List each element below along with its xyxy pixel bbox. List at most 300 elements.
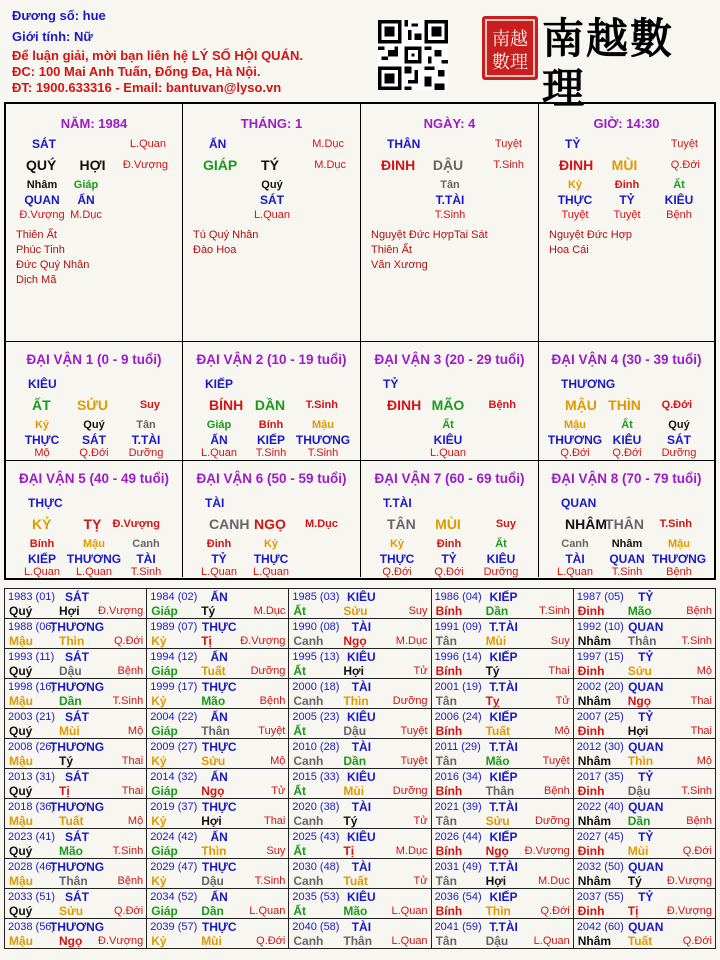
year-stem: Canh [293,694,324,708]
hidden-stem: Tân [440,179,460,191]
year-ten-god: T.TÀI [489,860,518,874]
year-state: Dưỡng [392,695,428,707]
year-state: Mộ [554,725,570,737]
year-label: 2030 (48) [292,861,340,873]
year-ten-god: ẤN [210,890,228,904]
year-state: Mộ [696,755,712,767]
year-branch: Sửu [485,814,510,828]
year-label: 2014 (32) [150,771,198,783]
dai-van-hidden-stem: Canh [561,538,589,550]
year-entry [574,739,715,768]
year-entry [574,589,715,618]
dai-van-hidden-state: Bệnh [666,566,692,578]
year-ten-god: SÁT [65,650,89,664]
year-ten-god: TỶ [638,830,654,844]
year-entry [574,679,715,708]
year-state: Thai [263,815,286,827]
pillar-1 [6,104,183,342]
branch-state: T.Sinh [493,159,524,171]
dai-van-hidden-god: THỰC [253,552,289,566]
star-item: Tú Quý Nhân [193,229,259,241]
year-entry [432,709,573,738]
year-branch: Sửu [59,904,84,918]
year-entry [432,919,573,948]
year-label: 1988 (06) [8,621,56,633]
year-cell [431,649,573,679]
year-ten-god: KIẾP [489,830,518,844]
branch-state: Q.Đới [670,159,700,171]
dai-van-hidden-god: TÀI [136,552,156,566]
pillar-title: GIỜ: 14:30 [593,116,660,131]
year-stem: Mậu [9,934,33,948]
star-list [549,228,632,258]
year-entry [147,919,288,948]
hidden-ten-god: T.TÀI [435,193,465,207]
year-row [5,739,716,769]
year-state: Thai [690,695,712,707]
dai-van-1 [6,342,183,461]
year-cell [5,829,147,859]
year-label: 1984 (02) [150,591,198,603]
star-item: Thiên Ất [16,229,57,241]
year-entry [5,799,146,828]
year-entry [574,649,715,678]
year-label: 2018 (36) [8,801,56,813]
year-stem: Ất [293,844,307,858]
heavenly-stem: ĐINH [381,157,416,173]
year-entry [289,889,430,918]
year-stem: Nhâm [577,754,612,768]
dai-van-hidden-god: SÁT [82,433,106,447]
year-state: Thai [121,755,144,767]
year-branch: Dậu [343,724,367,738]
dai-van-hidden-state: T.Sinh [307,447,339,459]
year-entry [147,709,288,738]
year-cell [289,679,431,709]
year-entry [5,829,146,858]
dai-van-ten-god: TỶ [383,377,399,391]
year-cell [147,649,289,679]
year-ten-god: THỰC [201,860,237,874]
year-state: Dưỡng [392,785,428,797]
earthly-branch: TÝ [261,157,279,173]
year-label: 1994 (12) [150,651,198,663]
dai-van-state: T.Sinh [659,518,692,530]
year-row [5,799,716,829]
year-ten-god: THỰC [201,680,237,694]
dai-van-hidden-god: THỰC [379,552,415,566]
hidden-stem: Ất [673,179,685,191]
dai-van-ten-god: KIÊU [28,377,57,391]
dai-van-hidden-stem: Bính [258,419,284,431]
year-entry [289,739,430,768]
year-label: 1990 (08) [292,621,340,633]
year-entry [147,649,288,678]
year-cell [573,739,715,769]
year-entry [289,799,430,828]
year-state: Thai [121,785,144,797]
hidden-state: L.Quan [253,209,291,221]
year-cell [5,649,147,679]
year-cell [5,709,147,739]
year-row [5,709,716,739]
year-state: Tử [555,695,570,707]
year-label: 2039 (57) [150,921,198,933]
year-branch: Tị [627,904,639,918]
year-entry [289,679,430,708]
year-ten-god: ẤN [210,710,228,724]
dai-van-hidden-god: TÀI [565,552,585,566]
year-entry [289,649,430,678]
year-stem: Quý [9,724,33,738]
dai-van-4 [539,342,714,461]
svg-text:南越: 南越 [492,29,528,50]
dai-van-hidden-state: Mộ [34,447,50,459]
year-branch: Ngọ [201,784,225,798]
year-ten-god: QUAN [628,800,664,814]
year-label: 2023 (41) [8,831,56,843]
year-cell [289,589,431,619]
year-cell [147,769,289,799]
year-cell [573,829,715,859]
year-branch: Mão [59,844,83,858]
year-ten-god: KIÊU [347,890,376,904]
pillar-4 [539,104,714,342]
gender: Giới tính: Nữ [12,29,93,44]
year-entry [147,889,288,918]
year-stem: Kỷ [151,634,167,648]
star-item: Đức Quý Nhân [16,259,90,271]
year-cell [289,859,431,889]
year-cell [573,619,715,649]
dai-van-2 [183,342,361,461]
year-stem: Đinh [577,664,605,678]
svg-text:數理: 數理 [492,52,528,73]
dai-van-hidden-stem: Kỷ [389,538,405,550]
dai-van-hidden-state: Dưỡng [483,566,519,578]
hidden-stem: Kỷ [567,179,583,191]
dai-van-hidden-state: L.Quan [556,566,594,578]
pillar-title: NGÀY: 4 [423,116,476,131]
year-label: 1991 (09) [434,621,482,633]
year-cell [431,769,573,799]
year-stem: Mậu [9,754,33,768]
year-label: 2041 (59) [434,921,482,933]
dai-van-title: ĐẠI VẬN 3 (20 - 29 tuổi) [374,352,525,367]
year-entry [147,829,288,858]
year-stem: Kỷ [151,694,167,708]
dai-van-branch: THÂN [605,516,644,532]
year-cell [147,919,289,949]
year-ten-god: T.TÀI [489,920,518,934]
year-state: Mộ [127,725,144,737]
year-branch: Tị [201,634,212,648]
year-entry [289,859,430,888]
year-ten-god: T.TÀI [489,620,518,634]
year-cell [5,679,147,709]
year-entry [5,919,146,948]
ten-god-stem: ẤN [209,137,227,151]
dai-van-hidden-god: THƯƠNG [547,433,603,447]
year-label: 2029 (47) [150,861,198,873]
heavenly-stem: GIÁP [203,157,238,173]
year-ten-god: THỰC [201,800,237,814]
star-item: Thiên Ất [371,244,412,256]
star-list [193,228,258,258]
year-state: Tử [271,785,286,797]
dai-van-hidden-stem: Quý [83,419,105,431]
star-list [371,228,488,273]
star-item: Văn Xương [371,259,428,271]
heavenly-stem: QUÝ [26,157,57,173]
qr-code-icon[interactable] [378,20,448,90]
year-branch: Tị [59,784,70,798]
year-entry [5,589,146,618]
year-label: 1992 (10) [576,621,624,633]
year-ten-god: TỶ [638,710,654,724]
year-branch: Tý [627,874,642,888]
dai-van-hidden-god: TỶ [441,552,457,566]
dai-van-state: Suy [495,518,516,530]
dai-van-title: ĐẠI VẬN 6 (50 - 59 tuổi) [196,471,347,486]
year-stem: Ất [293,784,307,798]
year-row [5,769,716,799]
dai-van-hidden-god: THƯƠNG [295,433,351,447]
dai-van-title: ĐẠI VẬN 4 (30 - 39 tuổi) [551,352,702,367]
year-label: 2017 (35) [576,771,624,783]
red-seal-stamp [480,14,540,82]
year-state: Tuyệt [400,725,428,737]
year-ten-god: KIẾP [489,890,518,904]
dai-van-hidden-state: Q.Đới [560,447,590,459]
dai-van-state: Đ.Vượng [112,518,160,530]
dai-van-hidden-stem: Bính [29,538,55,550]
year-cell [147,589,289,619]
year-cell [5,589,147,619]
year-ten-god: TỶ [638,890,654,904]
year-state: T.Sinh [254,875,286,887]
dai-van-hidden-stem: Tân [136,419,156,431]
year-label: 2042 (60) [576,921,624,933]
year-state: Đ.Vượng [524,845,570,857]
dai-van-hidden-state: Q.Đới [434,566,464,578]
year-stem: Giáp [151,904,178,918]
year-state: L.Quan [533,935,570,947]
year-state: Thai [690,725,712,737]
dai-van-ten-god: T.TÀI [383,496,412,510]
dai-van-stem: CANH [209,516,250,532]
year-entry [5,619,146,648]
year-branch: Thìn [343,694,369,708]
year-state: Dưỡng [534,815,570,827]
year-state: L.Quan [249,905,286,917]
year-branch: Tuất [627,934,653,948]
year-ten-god: ẤN [210,830,228,844]
year-cell [573,919,715,949]
year-ten-god: ẤN [210,590,228,604]
year-entry [5,889,146,918]
year-ten-god: THƯƠNG [49,860,105,874]
year-stem: Tân [435,814,457,828]
year-state: Tuyệt [400,755,428,767]
year-branch: Sửu [201,754,226,768]
dai-van-hidden-stem: Ất [442,419,454,431]
year-cell [431,739,573,769]
year-branch: Dậu [627,784,651,798]
dai-van-hidden-state: Q.Đới [79,447,109,459]
year-stem: Ất [293,664,307,678]
dai-van-hidden-stem: Ất [621,419,633,431]
year-ten-god: KIẾP [489,770,518,784]
year-entry [432,829,573,858]
year-ten-god: QUAN [628,620,664,634]
dai-van-hidden-stem: Kỷ [34,419,50,431]
year-stem: Giáp [151,604,178,618]
year-ten-god: ẤN [210,770,228,784]
year-cell [147,859,289,889]
bazi-chart [4,102,716,580]
year-cell [431,619,573,649]
year-stem: Quý [9,904,33,918]
year-branch: Thìn [485,904,511,918]
hidden-ten-god: TỶ [619,193,635,207]
year-branch: Mùi [343,784,365,798]
year-stem: Nhâm [577,694,612,708]
dai-van-stem: MẬU [565,397,597,413]
dai-van-hidden-god: KIÊU [486,552,516,566]
year-stem: Canh [293,874,324,888]
year-cell [573,859,715,889]
dai-van-hidden-god: TỶ [211,552,227,566]
year-ten-god: KIÊU [347,830,376,844]
year-branch: Tý [59,754,74,768]
year-branch: Thân [59,874,88,888]
year-cell [5,889,147,919]
year-stem: Bính [435,724,463,738]
year-row [5,829,716,859]
hidden-ten-god: KIÊU [664,193,694,207]
year-stem: Quý [9,784,33,798]
year-entry [147,859,288,888]
year-branch: Dần [485,604,509,618]
year-state: Mộ [696,665,712,677]
year-entry [147,799,288,828]
dai-van-branch: MÃO [431,397,465,413]
ten-god-stem: SÁT [32,137,56,151]
dai-van-hidden-god: THƯƠNG [651,552,707,566]
year-label: 2035 (53) [292,891,340,903]
year-branch: Dần [343,754,367,768]
year-label: 1993 (11) [8,651,55,663]
year-branch: Mão [343,904,368,918]
year-branch: Ngọ [485,844,509,858]
year-cell [573,769,715,799]
year-state: Suy [266,845,286,857]
year-stem: Nhâm [577,634,612,648]
year-ten-god: ẤN [210,650,228,664]
dai-van-hidden-god: KIẾP [256,433,286,447]
year-branch: Mùi [627,844,649,858]
year-ten-god: TÀI [351,680,372,694]
year-cell [573,889,715,919]
year-stem: Nhâm [577,934,612,948]
year-stem: Canh [293,634,324,648]
hidden-state: Tuyệt [613,209,641,221]
year-ten-god: KIẾP [489,710,518,724]
year-entry [432,649,573,678]
dai-van-hidden-god: SÁT [667,433,691,447]
year-branch: Dần [627,814,651,828]
year-label: 2001 (19) [434,681,482,693]
dai-van-hidden-stem: Mậu [83,538,105,550]
year-cell [573,589,715,619]
year-stem: Ất [293,724,307,738]
dai-van-hidden-state: L.Quan [252,566,290,578]
dai-van-hidden-stem: Đinh [206,538,232,550]
ten-god-stem: TỶ [565,137,581,151]
year-cell [573,679,715,709]
year-state: Bệnh [117,875,144,887]
year-label: 2032 (50) [576,861,624,873]
year-branch: Hợi [627,724,649,738]
year-branch: Tuất [59,814,84,828]
year-state: T.Sinh [681,635,712,647]
year-ten-god: SÁT [65,830,89,844]
yearly-table [4,588,716,949]
year-stem: Giáp [151,844,178,858]
dai-van-branch: TỴ [83,516,102,532]
year-branch: Mùi [59,724,80,738]
year-branch: Tị [343,844,355,858]
year-branch: Dậu [201,874,224,888]
dai-van-hidden-god: QUAN [609,552,645,566]
dai-van-branch: DẦN [254,397,286,413]
year-entry [289,769,430,798]
year-ten-god: THƯƠNG [49,680,105,694]
dai-van-hidden-god: THƯƠNG [66,552,122,566]
stem-state: Tuyệt [670,138,698,150]
year-cell [289,739,431,769]
dai-van-hidden-state: L.Quan [429,447,467,459]
year-ten-god: SÁT [65,770,89,784]
year-branch: Tỵ [485,694,500,708]
dai-van-title: ĐẠI VẬN 7 (60 - 69 tuổi) [374,471,525,486]
year-stem: Canh [293,814,324,828]
year-ten-god: T.TÀI [489,740,518,754]
year-stem: Giáp [151,664,178,678]
dai-van-stem: ẤT [32,397,51,413]
year-entry [5,679,146,708]
hidden-state: Đ.Vượng [19,209,65,221]
dai-van-hidden-stem: Quý [668,419,690,431]
year-state: Đ.Vượng [240,635,286,647]
year-state: Dưỡng [250,665,286,677]
year-cell [147,619,289,649]
year-cell [431,829,573,859]
year-stem: Quý [9,664,33,678]
year-stem: Kỷ [151,754,167,768]
year-label: 1989 (07) [150,621,198,633]
year-state: Tử [413,665,428,677]
star-list [16,228,89,288]
year-label: 2020 (38) [292,801,340,813]
year-state: Đ.Vượng [98,935,144,947]
year-state: Bệnh [686,605,712,617]
year-label: 2010 (28) [292,741,340,753]
year-cell [147,679,289,709]
pillar-2 [183,104,361,342]
year-label: 2006 (24) [434,711,482,723]
